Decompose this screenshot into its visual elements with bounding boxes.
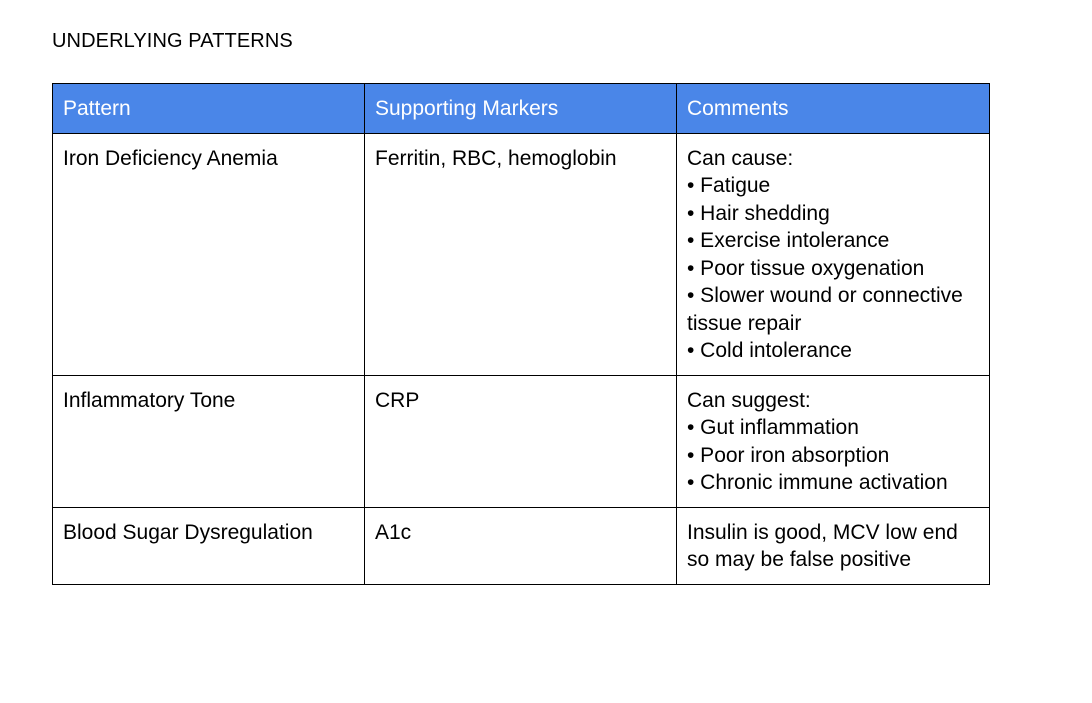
header-comments: Comments <box>677 84 990 134</box>
cell-markers: A1c <box>365 507 677 584</box>
list-item: • Poor tissue oxygenation <box>687 256 925 280</box>
list-item: • Fatigue <box>687 174 771 197</box>
list-item: • Gut inflammation <box>687 416 859 439</box>
cell-pattern: Iron Deficiency Anemia <box>53 133 365 375</box>
table-row <box>53 133 990 375</box>
cell-markers: CRP <box>365 375 677 507</box>
list-item: • Exercise intolerance <box>687 229 890 252</box>
header-pattern: Pattern <box>53 84 365 134</box>
list-item: • Chronic immune activation <box>687 471 948 494</box>
cell-pattern: Inflammatory Tone <box>53 375 365 507</box>
list-item: • Poor iron absorption <box>687 443 890 467</box>
cell-markers: Ferritin, RBC, hemoglobin <box>365 133 677 375</box>
table-row <box>53 507 990 584</box>
comment-intro: Can cause: <box>687 146 794 170</box>
table-header-row <box>53 84 990 134</box>
patterns-table <box>52 83 990 585</box>
cell-comments <box>677 375 990 507</box>
list-item: • Slower wound or connective tissue repair <box>687 284 963 335</box>
comment-intro: Insulin is good, MCV low end so may be false positive <box>687 520 958 571</box>
header-supporting-markers: Supporting Markers <box>365 84 677 134</box>
cell-comments <box>677 507 990 584</box>
comment-intro: Can suggest: <box>687 388 811 412</box>
table-row <box>53 375 990 507</box>
document-title: UNDERLYING PATTERNS <box>52 30 293 52</box>
cell-comments <box>677 133 990 375</box>
list-item: • Hair shedding <box>687 201 830 225</box>
list-item: • Cold intolerance <box>687 339 852 362</box>
cell-pattern: Blood Sugar Dysregulation <box>53 507 365 584</box>
